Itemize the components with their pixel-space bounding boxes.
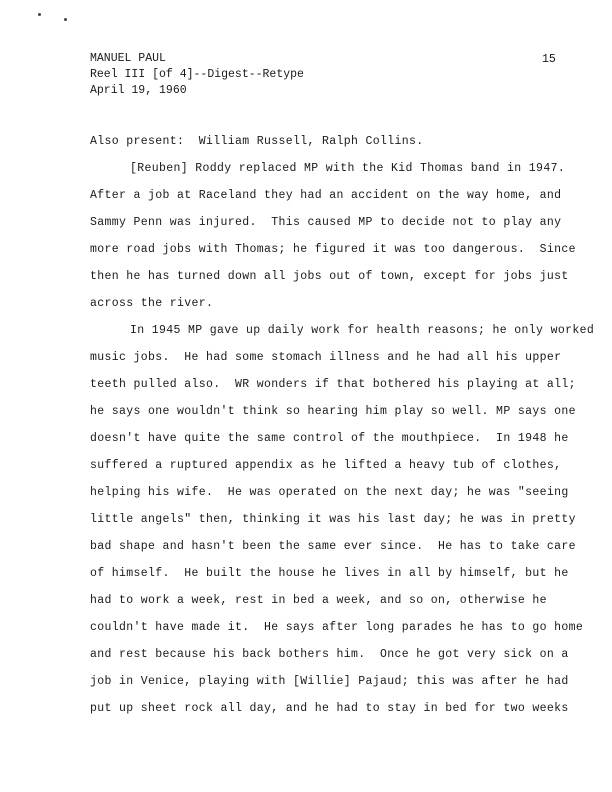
text-line: had to work a week, rest in bed a week, and so on, otherwise he <box>90 594 547 607</box>
text-line: put up sheet rock all day, and he had to stay in bed for two weeks <box>90 702 569 715</box>
text-line: of himself. He built the house he lives in all by himself, but he <box>90 567 569 580</box>
text-line: then he has turned down all jobs out of town, except for jobs just <box>90 270 569 283</box>
text-line: little angels" then, thinking it was his last day; he was in pretty <box>90 513 576 526</box>
text-line: bad shape and hasn't been the same ever since. He has to take care <box>90 540 576 553</box>
text-line: After a job at Raceland they had an accident on the way home, and <box>90 189 562 202</box>
text-line: In 1945 MP gave up daily work for health reasons; he only worked <box>130 324 595 337</box>
text-line: helping his wife. He was operated on the next day; he was "seeing <box>90 486 569 499</box>
text-line: job in Venice, playing with [Willie] Pajaud; this was after he had <box>90 675 569 688</box>
interviewee-name: MANUEL PAUL <box>90 52 166 65</box>
text-line: more road jobs with Thomas; he figured it was too dangerous. Since <box>90 243 576 256</box>
text-line: teeth pulled also. WR wonders if that bothered his playing at all; <box>90 378 576 391</box>
text-line: he says one wouldn't think so hearing him play so well. MP says one <box>90 405 576 418</box>
document-header <box>90 51 304 99</box>
scan-speck <box>38 13 41 16</box>
text-line: Sammy Penn was injured. This caused MP to decide not to play any <box>90 216 562 229</box>
text-line: and rest because his back bothers him. Once he got very sick on a <box>90 648 569 661</box>
interview-date: April 19, 1960 <box>90 84 187 97</box>
text-line: [Reuben] Roddy replaced MP with the Kid Thomas band in 1947. <box>130 162 566 175</box>
reel-info: Reel III [of 4]--Digest--Retype <box>90 68 304 81</box>
text-line: Also present: William Russell, Ralph Collins. <box>90 135 424 148</box>
text-line: across the river. <box>90 297 214 310</box>
text-line: doesn't have quite the same control of the mouthpiece. In 1948 he <box>90 432 569 445</box>
text-line: music jobs. He had some stomach illness and he had all his upper <box>90 351 562 364</box>
text-line: suffered a ruptured appendix as he lifted a heavy tub of clothes, <box>90 459 562 472</box>
scan-speck <box>64 18 67 21</box>
page-number: 15 <box>542 53 556 66</box>
text-line: couldn't have made it. He says after long parades he has to go home <box>90 621 584 634</box>
